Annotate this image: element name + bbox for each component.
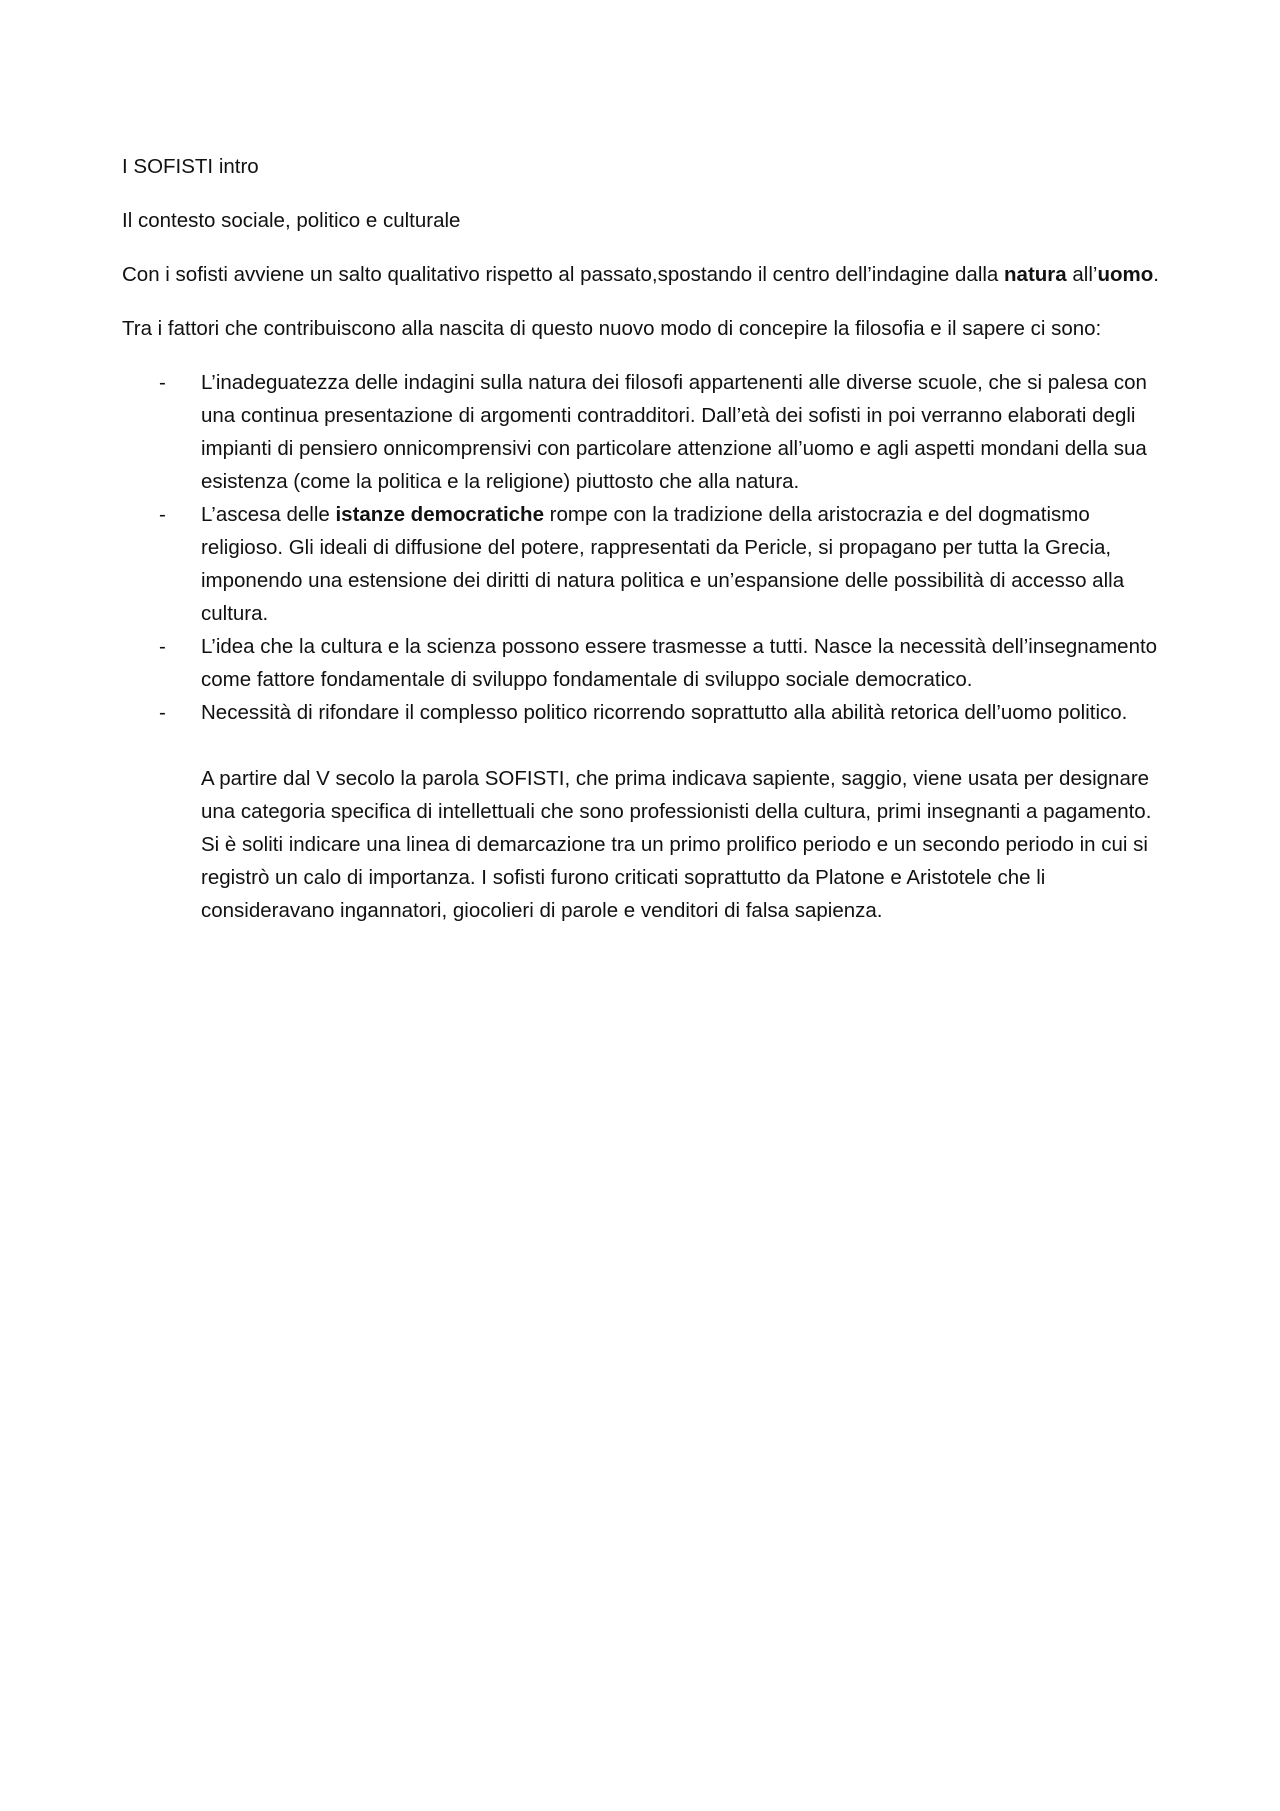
list-item: [122, 696, 1172, 729]
intro-paragraph: [122, 258, 1172, 291]
intro-text-1: Con i sofisti avviene un salto qualitativo rispetto al passato,spostando il centro dell’indagine dalla: [122, 263, 1005, 286]
intro-text-2: all’: [1066, 263, 1098, 286]
list-item-text-post: rompe con la tradizione della aristocrazia e del dogmatismo religioso. Gli ideali di diffusione del potere, rappresentati da Pericle, si propagano per tutta la Grecia, imponendo una estensione dei diritti di natura politica e un’espansione delle possibilità di accesso alla cultura.: [201, 503, 1125, 625]
intro-bold-natura: natura: [1004, 263, 1067, 286]
list-item-text-pre: L’ascesa delle: [201, 503, 336, 526]
intro-text-3: .: [1153, 263, 1159, 286]
document-subtitle: Il contesto sociale, politico e culturale: [122, 209, 461, 232]
bullet-dash: -: [159, 371, 166, 394]
list-item: [122, 630, 1172, 696]
bullet-dash: -: [159, 635, 166, 658]
intro-bold-uomo: uomo: [1097, 263, 1154, 286]
list-item: [122, 366, 1172, 498]
list-item-text: L’idea che la cultura e la scienza possono essere trasmesse a tutti. Nasce la necessità dell’insegnamento come fattore fondamentale di sviluppo fondamentale di sviluppo sociale democratico.: [201, 635, 1158, 691]
list-item: [122, 498, 1172, 630]
factors-intro-paragraph: Tra i fattori che contribuiscono alla nascita di questo nuovo modo di concepire la filosofia e il sapere ci sono:: [122, 317, 1102, 340]
list-item-text: Necessità di rifondare il complesso politico ricorrendo soprattutto alla abilità retorica dell’uomo politico.: [201, 701, 1128, 724]
bullet-dash: -: [159, 503, 166, 526]
document-title: I SOFISTI intro: [122, 155, 259, 178]
closing-paragraph: A partire dal V secolo la parola SOFISTI, che prima indicava sapiente, saggio, viene usata per designare una categoria specifica di intellettuali che sono professionisti della cultura, primi insegnanti a pagamento. Si è soliti indicare una linea di demarcazione tra un primo prolifico periodo e un secondo periodo in cui si registrò un calo di importanza. I sofisti furono criticati soprattutto da Platone e Aristotele che li consideravano ingannatori, giocolieri di parole e venditori di falsa sapienza.: [201, 767, 1152, 922]
bullet-dash: -: [159, 701, 166, 724]
factors-list: [122, 366, 1172, 729]
list-item-bold: istanze democratiche: [335, 503, 544, 526]
document-body: [122, 150, 1172, 927]
list-item-text: L’inadeguatezza delle indagini sulla natura dei filosofi appartenenti alle diverse scuole, che si palesa con una continua presentazione di argomenti contradditori. Dall’età dei sofisti in poi verranno elaborati degli impianti di pensiero onnicomprensivi con particolare attenzione all’uomo e agli aspetti mondani della sua esistenza (come la politica e la religione) piuttosto che alla natura.: [201, 371, 1147, 493]
